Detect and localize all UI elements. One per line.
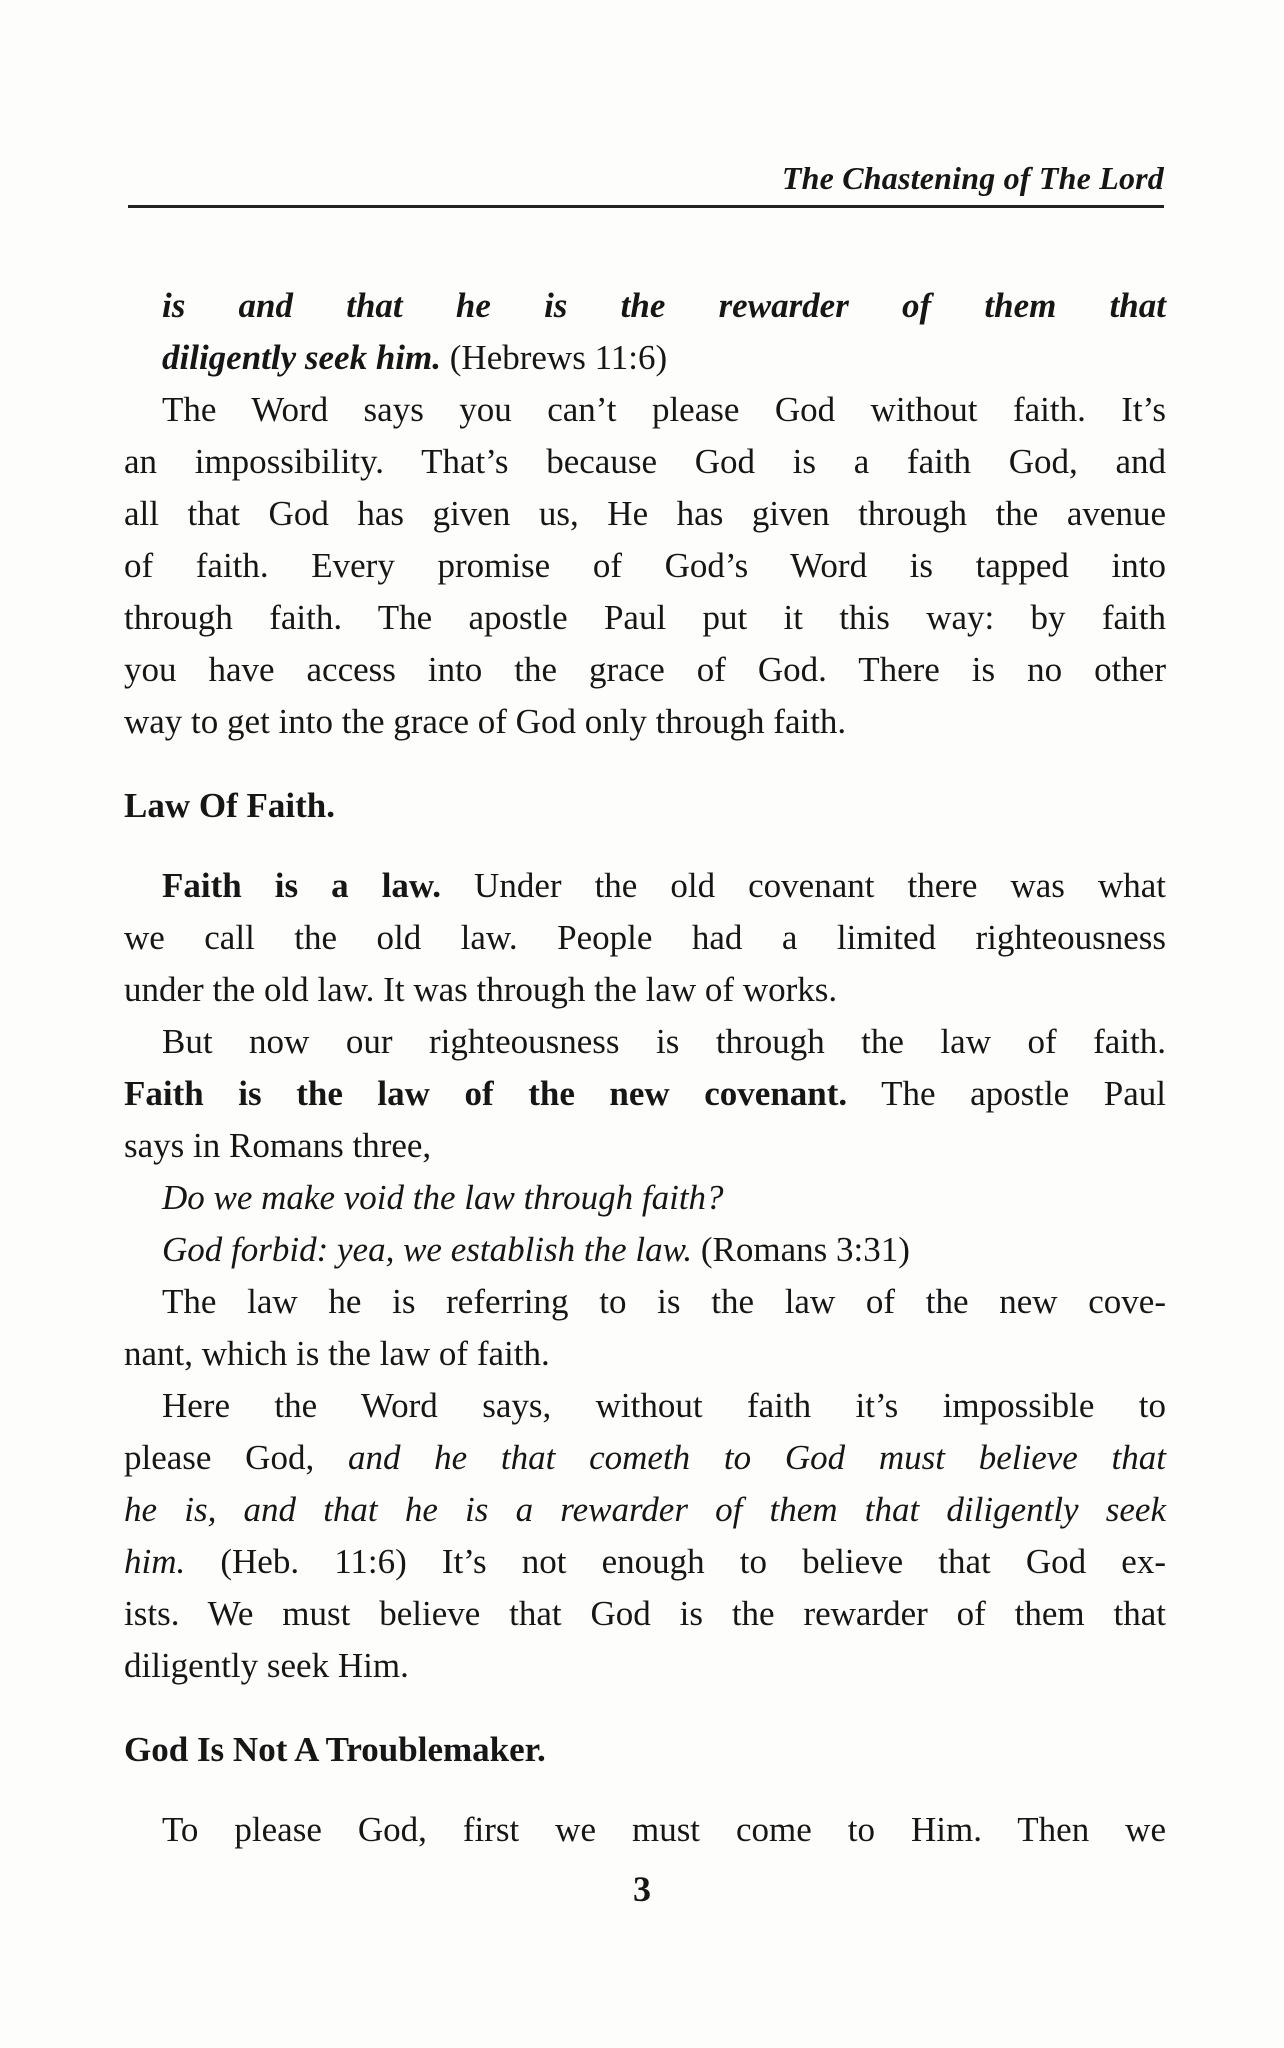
section-heading: Law Of Faith. xyxy=(124,786,335,825)
text-line: way to get into the grace of God only through faith. xyxy=(124,702,847,741)
text-run: Under the old covenant there was what xyxy=(441,866,1166,905)
emphasis: Faith is the law of the new covenant. xyxy=(124,1074,848,1113)
scripture-quote: him. xyxy=(124,1542,186,1581)
text-line: ists. We must believe that God is the rewarder of them that xyxy=(124,1594,1166,1633)
text-line xyxy=(124,1068,1166,1120)
text-line: we call the old law. People had a limited righteousness xyxy=(124,918,1166,957)
running-head: The Chastening of The Lord xyxy=(781,160,1164,196)
emphasis: Faith is a law. xyxy=(162,866,442,905)
scripture-quote: and he that cometh to God must believe that xyxy=(347,1438,1166,1477)
text-line: But now our righteousness is through the law of faith. xyxy=(162,1022,1166,1061)
text-line xyxy=(124,280,1166,332)
citation: (Romans 3:31) xyxy=(692,1230,910,1269)
text-line: you have access into the grace of God. There is no other xyxy=(124,650,1166,689)
text-run: (Heb. 11:6) It’s not enough to believe that God ex- xyxy=(185,1542,1166,1581)
text-line: under the old law. It was through the law of works. xyxy=(124,970,838,1009)
scripture-quote: Do we make void the law through faith? xyxy=(162,1178,724,1217)
text-line: The Word says you can’t please God without faith. It’s xyxy=(162,390,1166,429)
citation: (Hebrews 11:6) xyxy=(441,338,668,377)
text-line xyxy=(124,1432,1166,1484)
scripture-quote: diligently seek him. xyxy=(162,338,442,377)
text-line: nant, which is the law of faith. xyxy=(124,1334,550,1373)
scripture-quote: is and that he is the rewarder of them that xyxy=(162,286,1166,325)
text-line: says in Romans three, xyxy=(124,1126,432,1165)
page-number: 3 xyxy=(633,1869,651,1909)
text-line xyxy=(124,332,1166,384)
text-line xyxy=(124,860,1166,912)
text-line xyxy=(124,1536,1166,1588)
text-line: Here the Word says, without faith it’s impossible to xyxy=(162,1386,1166,1425)
text-line xyxy=(124,1224,1166,1276)
section-heading: God Is Not A Troublemaker. xyxy=(124,1730,546,1769)
text-line: of faith. Every promise of God’s Word is tapped into xyxy=(124,546,1166,585)
text-run: please God, xyxy=(124,1438,348,1477)
text-line: The law he is referring to is the law of the new cove- xyxy=(162,1282,1166,1321)
header-rule xyxy=(128,205,1164,208)
scripture-quote: he is, and that he is a rewarder of them that diligently seek xyxy=(124,1490,1166,1529)
text-line: through faith. The apostle Paul put it this way: by faith xyxy=(124,598,1166,637)
text-line: an impossibility. That’s because God is a faith God, and xyxy=(124,442,1166,481)
body-text xyxy=(124,280,1166,1856)
text-line: diligently seek Him. xyxy=(124,1646,409,1685)
text-line: To please God, first we must come to Him. Then we xyxy=(162,1810,1166,1849)
text-line: all that God has given us, He has given through the avenue xyxy=(124,494,1166,533)
scripture-quote: God forbid: yea, we establish the law. xyxy=(162,1230,693,1269)
text-run: The apostle Paul xyxy=(847,1074,1166,1113)
